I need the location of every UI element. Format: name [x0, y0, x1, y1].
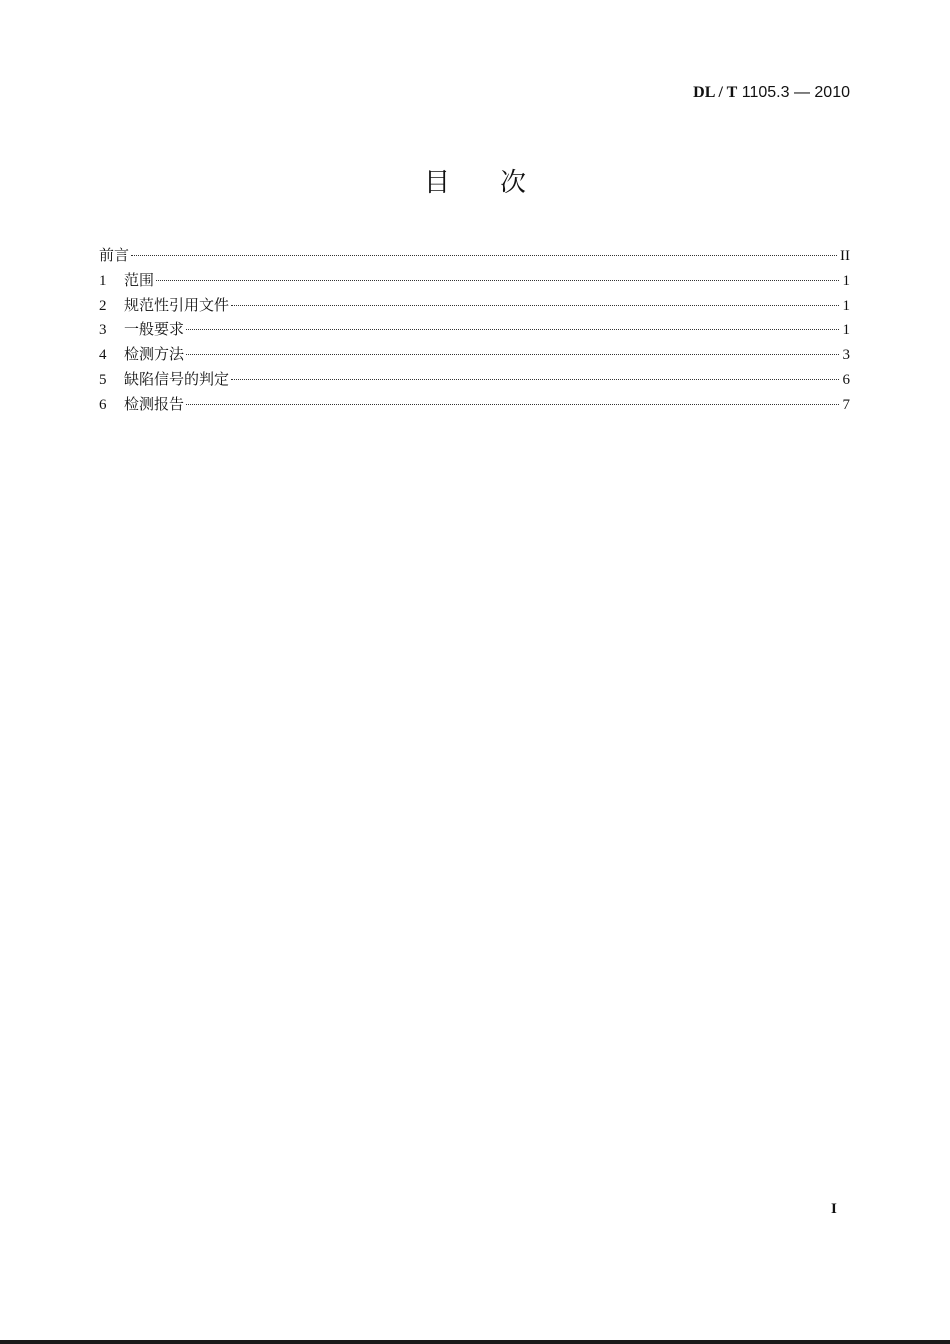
toc-entry-page: 6	[842, 371, 850, 388]
toc-leader-dots	[131, 255, 837, 256]
toc-entry-title: 一般要求	[124, 320, 185, 339]
toc-leader-dots	[186, 329, 839, 330]
page-title: 目次	[423, 168, 576, 198]
toc-entry-title: 前言	[99, 246, 130, 264]
toc-entry-number: 5	[99, 371, 107, 388]
toc-leader-dots	[231, 305, 839, 306]
toc-entry-number: 6	[99, 396, 107, 413]
toc-entry-title: 检测报告	[124, 394, 185, 413]
toc-entry-6[interactable]	[99, 392, 850, 417]
toc-leader-dots	[186, 404, 839, 405]
toc-entry-3[interactable]	[99, 317, 850, 342]
toc-entry-page: II	[840, 248, 850, 264]
toc-entry-page: 1	[842, 297, 850, 314]
toc-entry-2[interactable]	[99, 293, 850, 318]
toc-entry-title: 检测方法	[124, 345, 185, 364]
toc-entry-title: 缺陷信号的判定	[124, 369, 230, 388]
toc-entry-number: 4	[99, 347, 107, 364]
standard-year: 1105.3 — 2010	[737, 84, 850, 101]
page-number: I	[831, 1201, 837, 1217]
toc-leader-dots	[231, 379, 839, 380]
toc-entry-foreword[interactable]	[99, 243, 850, 268]
table-of-contents	[99, 243, 850, 417]
toc-entry-page: 1	[842, 322, 850, 339]
toc-leader-dots	[156, 280, 839, 281]
toc-leader-dots	[186, 354, 839, 355]
toc-entry-number: 3	[99, 322, 107, 339]
toc-entry-number: 2	[99, 297, 107, 314]
bottom-border	[0, 1340, 950, 1344]
toc-entry-4[interactable]	[99, 342, 850, 367]
standard-code: DL / T	[693, 84, 738, 101]
toc-entry-1[interactable]	[99, 268, 850, 293]
toc-entry-page: 3	[842, 347, 850, 364]
toc-entry-number: 1	[99, 272, 107, 289]
toc-entry-title: 范围	[124, 270, 155, 289]
toc-entry-title: 规范性引用文件	[124, 295, 230, 314]
toc-entry-5[interactable]	[99, 367, 850, 392]
toc-entry-page: 7	[842, 396, 850, 413]
toc-entry-page: 1	[842, 272, 850, 289]
standard-number	[693, 84, 850, 102]
